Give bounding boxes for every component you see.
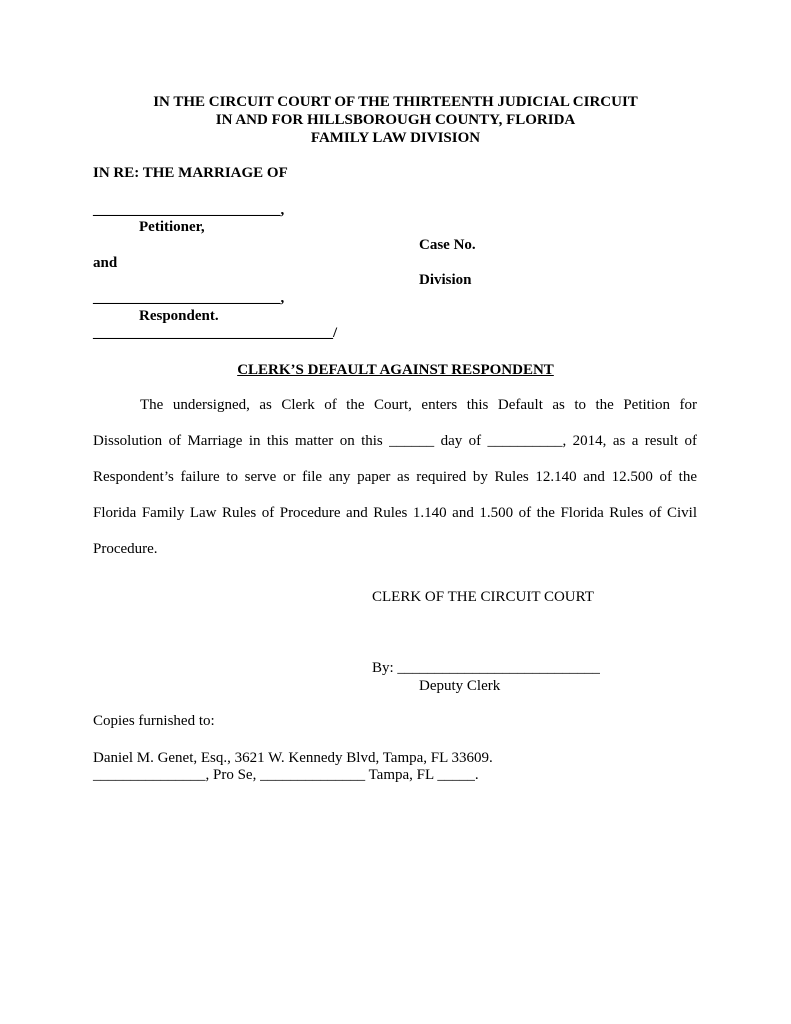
body-line-5: Procedure.	[93, 541, 158, 557]
clerk-title: CLERK OF THE CIRCUIT COURT	[372, 589, 594, 605]
caption-closing-line: ________________________________/	[93, 325, 338, 341]
body-line-4: Florida Family Law Rules of Procedure and Rules 1.140 and 1.500 of the Florida Rules of Civil	[93, 505, 697, 521]
in-re-heading: IN RE: THE MARRIAGE OF	[93, 165, 288, 181]
body-line-1: The undersigned, as Clerk of the Court, enters this Default as to the Petition for	[140, 397, 697, 413]
division-label: Division	[419, 272, 472, 288]
copy-recipient-2: _______________, Pro Se, ______________ Tampa, FL _____.	[93, 767, 479, 783]
deputy-clerk-label: Deputy Clerk	[419, 678, 501, 694]
case-number-label: Case No.	[419, 237, 476, 253]
signature-line: By: ___________________________	[372, 660, 600, 676]
court-header-line-2: IN AND FOR HILLSBOROUGH COUNTY, FLORIDA	[215, 112, 576, 128]
petitioner-name-blank: _________________________,	[93, 202, 285, 218]
body-line-3: Respondent’s failure to serve or file any paper as required by Rules 12.140 and 12.500 of the	[93, 469, 697, 485]
body-line-2: Dissolution of Marriage in this matter on this ______ day of __________, 2014, as a result of	[93, 433, 697, 449]
respondent-label: Respondent.	[139, 308, 219, 324]
document-title: CLERK’S DEFAULT AGAINST RESPONDENT	[237, 362, 554, 378]
copy-recipient-1: Daniel M. Genet, Esq., 3621 W. Kennedy Blvd, Tampa, FL 33609.	[93, 750, 493, 766]
petitioner-label: Petitioner,	[139, 219, 205, 235]
respondent-name-blank: _________________________,	[93, 290, 285, 306]
court-header-line-1: IN THE CIRCUIT COURT OF THE THIRTEENTH JUDICIAL CIRCUIT	[153, 94, 638, 110]
court-header-line-3: FAMILY LAW DIVISION	[310, 130, 481, 146]
and-connector: and	[93, 255, 118, 271]
copies-label: Copies furnished to:	[93, 713, 215, 729]
